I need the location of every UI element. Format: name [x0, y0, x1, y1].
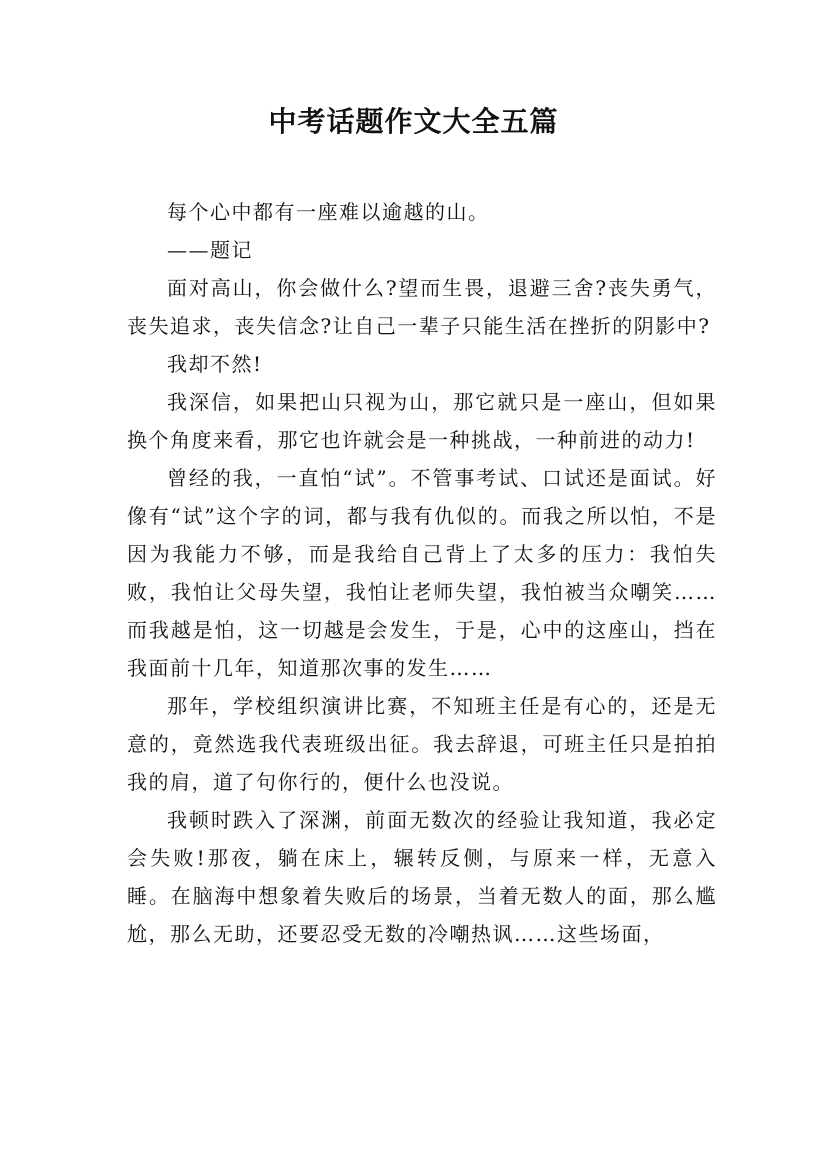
paragraph: 我却不然!: [167, 352, 263, 376]
paragraph: 那年，学校组织演讲比赛，不知班主任是有心的，还是无意的，竟然选我代表班级出征。我去辞退，可班主任只是拍拍我的肩，道了句你行的，便什么也没说。: [127, 694, 717, 794]
document-title: 中考话题作文大全五篇: [268, 105, 559, 138]
paragraph: 我深信，如果把山只视为山，那它就只是一座山，但如果换个角度来看，那它也许就会是一种挑战，一种前进的动力!: [127, 390, 717, 452]
document-body: [127, 193, 717, 953]
paragraph: 我顿时跌入了深渊，前面无数次的经验让我知道，我必定会失败!那夜，躺在床上，辗转反侧，与原来一样，无意入睡。在脑海中想象着失败后的场景，当着无数人的面，那么尴尬，那么无助，还要忍受无数的冷嘲热讽……这些场面，: [127, 808, 717, 946]
epigraph-attribution: ——题记: [167, 238, 253, 262]
paragraph: 曾经的我，一直怕“试”。不管事考试、口试还是面试。好像有“试”这个字的词，都与我有仇似的。而我之所以怕，不是因为我能力不够，而是我给自己背上了太多的压力：我怕失败，我怕让父母失望，我怕让老师失望，我怕被当众嘲笑……而我越是怕，这一切越是会发生，于是，心中的这座山，挡在我面前十几年，知道那次事的发生……: [127, 466, 717, 680]
paragraph: 面对高山，你会做什么?望而生畏，退避三舍?丧失勇气，丧失追求，丧失信念?让自己一辈子只能生活在挫折的阴影中?: [127, 276, 717, 338]
epigraph-line: 每个心中都有一座难以逾越的山。: [167, 200, 490, 224]
